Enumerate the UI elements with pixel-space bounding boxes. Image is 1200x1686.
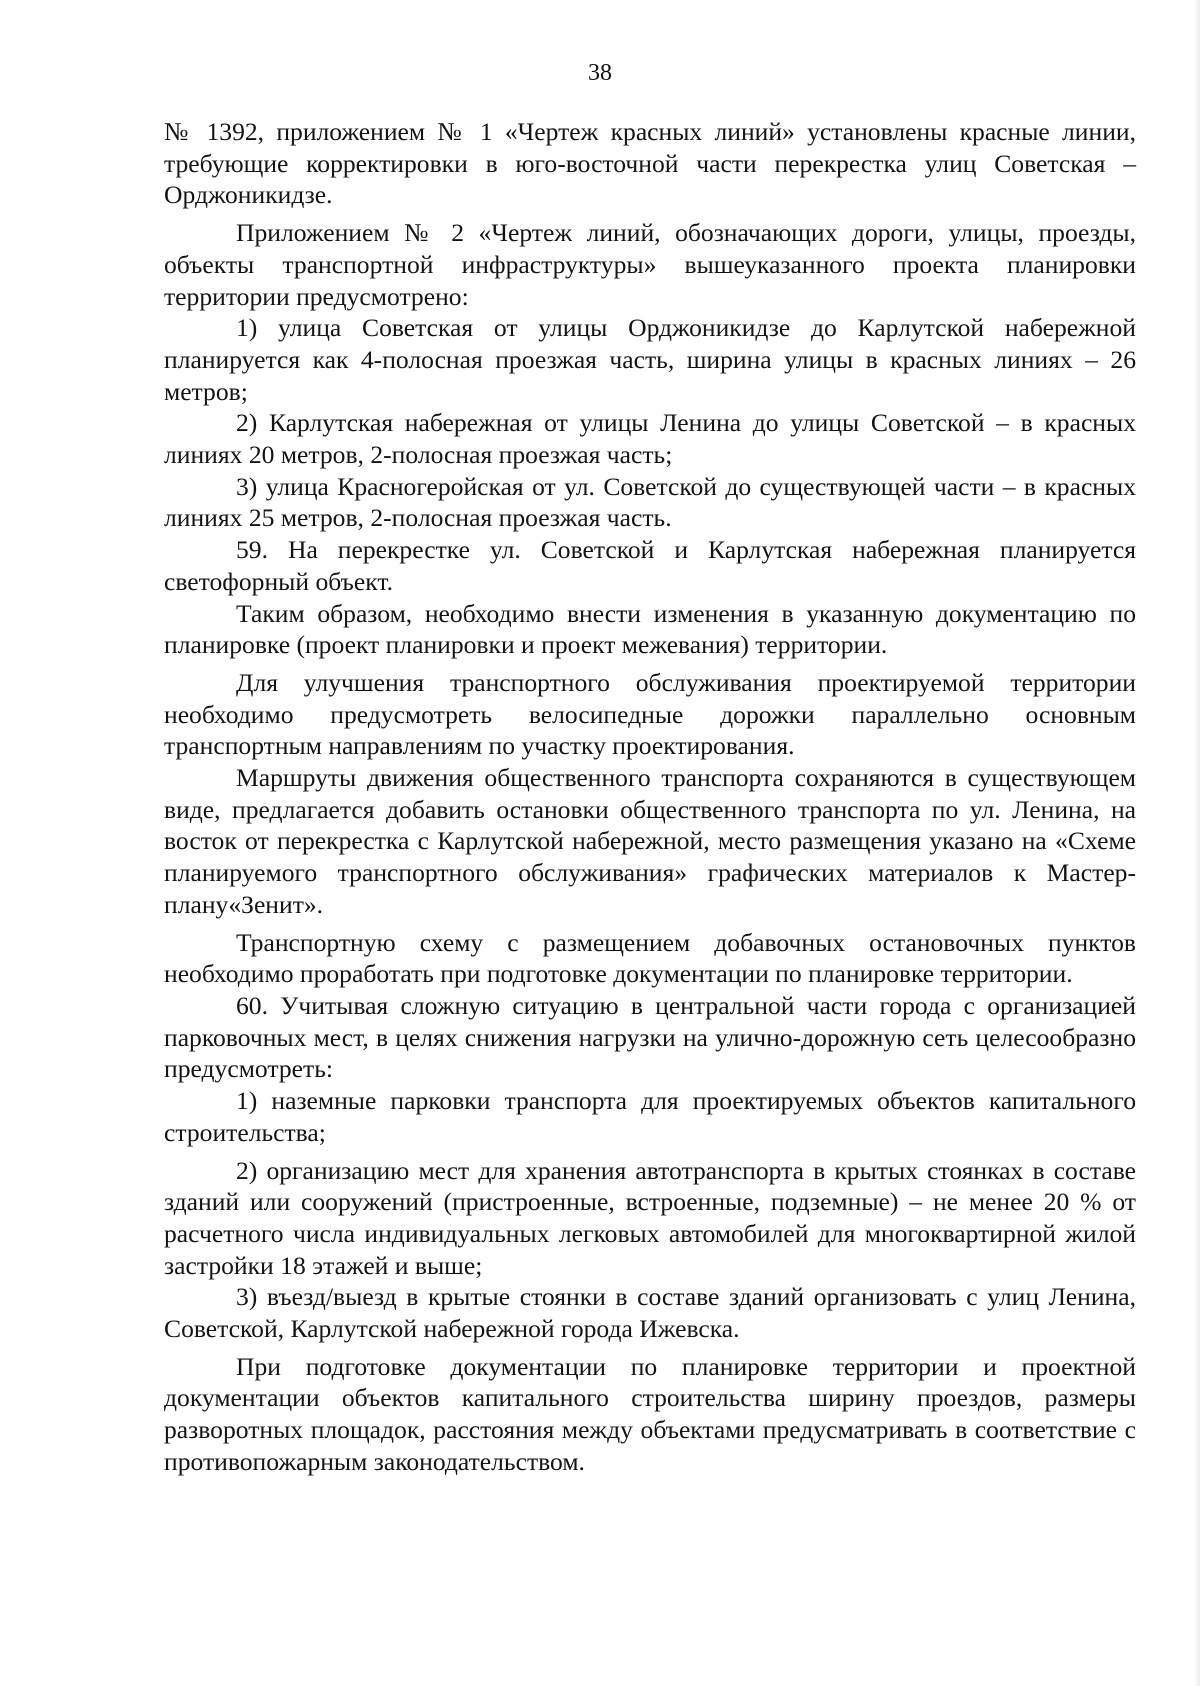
paragraph-5: 3) улица Красногеройская от ул. Советской до существующей части – в красных линиях 25 метров, 2-полосная проезжая часть. <box>164 471 1136 533</box>
paragraph-10: Транспортную схему с размещением добавочных остановочных пунктов необходимо проработать при подготовке документации по планировке территории. <box>164 927 1136 989</box>
paragraph-1: № 1392, приложением № 1 «Чертеж красных линий» установлены красные линии, требующие корректировки в юго-восточной части перекрестка улиц Советская – Орджоникидзе. <box>164 117 1136 210</box>
scan-edge-shadow <box>1194 0 1200 1686</box>
paragraph-7: Таким образом, необходимо внести изменения в указанную документацию по планировке (проект планировки и проект межевания) территории. <box>164 598 1136 660</box>
paragraph-3: 1) улица Советская от улицы Орджоникидзе до Карлутской набережной планируется как 4-полосная проезжая часть, ширина улицы в красных линиях – 26 метров; <box>164 313 1136 406</box>
paragraph-4: 2) Карлутская набережная от улицы Ленина до улицы Советской – в красных линиях 20 метров, 2-полосная проезжая часть; <box>164 408 1136 470</box>
paragraph-15: При подготовке документации по планировке территории и проектной документации объектов капитального строительства ширину проездов, размеры разворотных площадок, расстояния между объектами предусматривать в соответствие с противопожарным законодательством. <box>164 1351 1136 1476</box>
paragraph-6: 59. На перекрестке ул. Советской и Карлутская набережная планируется светофорный объект. <box>164 535 1136 596</box>
document-body <box>164 116 1136 1478</box>
paragraph-11: 60. Учитывая сложную ситуацию в центральной части города с организацией парковочных мест, в целях снижения нагрузки на улично-дорожную сеть целесообразно предусмотреть: <box>164 990 1136 1084</box>
paragraph-2: Приложением № 2 «Чертеж линий, обозначающих дороги, улицы, проезды, объекты транспортной инфраструктуры» вышеуказанного проекта планировки территории предусмотрено: <box>164 218 1136 311</box>
paragraph-13: 2) организацию мест для хранения автотранспорта в крытых стоянках в составе зданий или сооружений (пристроенные, встроенные, подземные) – не менее 20 % от расчетного числа индивидуальных легковых автомобилей для многоквартирной жилой застройки 18 этажей и выше; <box>164 1155 1136 1280</box>
paragraph-8: Для улучшения транспортного обслуживания проектируемой территории необходимо предусмотреть велосипедные дорожки параллельно основным транспортным направлениям по участку проектирования. <box>164 667 1136 761</box>
paragraph-9: Маршруты движения общественного транспорта сохраняются в существующем виде, предлагается добавить остановки общественного транспорта по ул. Ленина, на восток от перекрестка с Карлутской набережной, место размещения указано на «Схеме планируемого транспортного обслуживания» графических материалов к Мастер-плану«Зенит». <box>164 763 1136 919</box>
paragraph-14: 3) въезд/выезд в крытые стоянки в составе зданий организовать с улиц Ленина, Советской, Карлутской набережной города Ижевска. <box>164 1282 1136 1344</box>
page-number: 38 <box>588 60 612 86</box>
paragraph-12: 1) наземные парковки транспорта для проектируемых объектов капитального строительства; <box>164 1086 1136 1147</box>
